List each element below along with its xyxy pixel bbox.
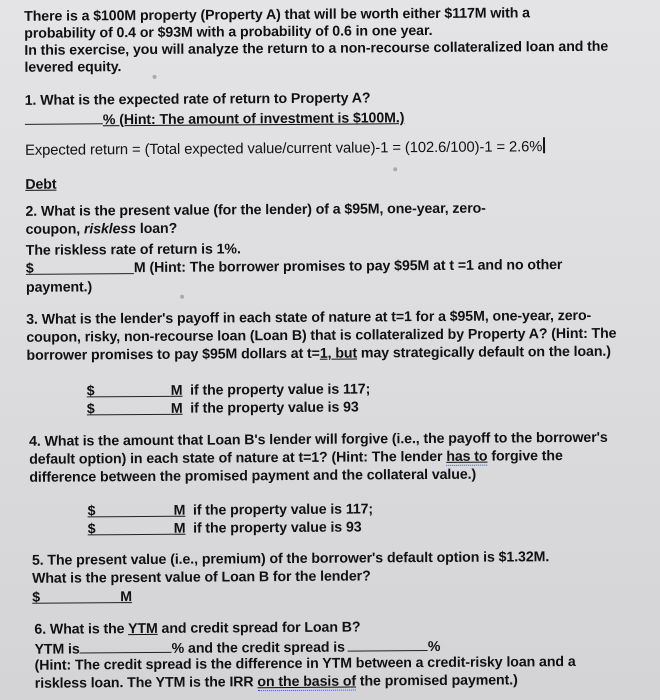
q2-line-1: 2. What is the present value (for the lender) of a $95M, one-year, zero- [25,200,486,220]
q3-row-1-text: if the property value is 117; [190,381,371,399]
q3-line-3-a: borrower promises to pay $95M dollars at t= [26,345,320,364]
q1-hint-line [25,107,405,130]
q3-row-1-m: M [170,382,183,399]
q1-answer: Expected return = (Total expected value/current value)-1 = (102.6/100)-1 = 2.6% [24,139,543,159]
q3-line-3-c: may strategically default on the loan.) [356,343,611,362]
q6-line-1-c: and credit spread for Loan B? [157,619,361,637]
q3-row-1 [87,380,371,400]
q2-line-2-end: loan? [135,220,178,238]
q2-hint-end: payment.) [25,279,93,296]
q6-line-4 [35,671,518,692]
q3-line-3 [26,343,611,365]
q2-line-2-a: coupon, [25,221,84,238]
q4-line-2-b: has to [446,448,488,465]
q6-line-2-b: % and the credit spread is [171,639,345,657]
screen-speck [153,75,157,79]
q4-blank-1[interactable] [88,502,174,518]
q6-line-4-b: on the basis of [257,673,357,691]
q4-row-2-dollar: $ [87,521,96,538]
q2-dollar: $ [25,260,34,277]
q1-question: 1. What is the expected rate of return to Property A? [24,90,371,109]
q5-line-1: 5. The present value (i.e., premium) of the borrower's default option is $1.32M. [31,549,550,569]
q5-answer-line [32,588,132,607]
q4-line-1: 4. What is the amount that Loan B's lender will forgive (i.e., the payoff to the borrower's [29,429,608,450]
text-cursor [543,137,545,153]
q6-line-2-a: YTM is [34,641,80,658]
q1-hint: % (Hint: The amount of investment is $100M.) [102,110,405,129]
q3-line-3-b: 1, but [319,345,358,362]
q6-line-1 [34,618,360,638]
debt-heading: Debt [25,176,57,193]
q4-blank-2[interactable] [88,520,174,536]
q6-ytm-blank[interactable] [80,638,172,654]
q2-line-2 [26,220,178,239]
q1-answer-blank[interactable] [25,109,103,125]
intro-line-3: In this exercise, you will analyze the return to a non-recourse collateralized loan and the [24,38,609,59]
q6-line-4-c: the promised payment.) [355,672,518,690]
q2-answer-blank[interactable] [26,259,134,275]
q3-row-1-dollar: $ [86,383,95,400]
q4-row-1-dollar: $ [87,503,96,520]
q4-line-3: difference between the promised payment and the collateral value.) [29,466,477,486]
q5-line-2: What is the present value of Loan B for the lender? [31,568,371,587]
q4-line-2 [29,447,563,469]
q5-dollar: $ [32,589,41,606]
q4-row-2-m: M [173,520,186,537]
q4-row-2-text: if the property value is 93 [193,519,362,537]
q4-row-1-text: if the property value is 117; [192,501,374,519]
q6-spread-blank[interactable] [348,636,428,652]
intro-line-1: There is a $100M property (Property A) that will be worth either $117M with a [24,5,530,25]
q4-line-2-a: default option) in each state of nature at t=1? (Hint: The lender [29,448,447,468]
q6-ytm-link: YTM [127,620,158,638]
q6-line-3: (Hint: The credit spread is the difference in YTM between a credit-risky loan and a [34,653,576,674]
q4-line-2-c: forgive the [487,448,563,465]
q4-row-1 [88,500,374,520]
intro-line-2: probability of 0.4 or $93M with a probability of 0.6 in one year. [24,22,433,42]
q6-line-4-a: riskless loan. The YTM is the IRR [34,674,258,692]
q5-answer-blank[interactable] [32,588,120,604]
q3-line-1: 3. What is the lender's payoff in each state of nature at t=1 for a $95M, one-year, zero- [26,307,592,328]
q3-blank-2[interactable] [87,400,171,416]
q2-line-2-italic: riskless [83,221,137,238]
q4-row-1-m: M [173,502,186,519]
q3-line-2: coupon, risky, non-recourse loan (Loan B) that is collateralized by Property A? (Hint: The [26,325,617,346]
q3-row-2-text: if the property value is 93 [190,399,359,417]
q3-blank-1[interactable] [87,382,171,398]
q3-row-2-dollar: $ [86,401,95,418]
intro-line-4: levered equity. [24,59,122,76]
q2-line-3: The riskless rate of return is 1%. [25,241,241,259]
q4-row-2 [88,518,362,538]
q6-line-1-a: 6. What is the [34,621,129,638]
q2-hint: M (Hint: The borrower promises to pay $95M at t =1 and no other [133,257,563,277]
q3-row-2-m: M [170,400,183,417]
q5-m: M [120,589,132,606]
q2-hint-line [26,256,563,278]
screen-speck [180,295,184,299]
q1-answer-text[interactable] [25,137,545,160]
screen-speck [393,167,397,171]
q6-line-2-c: % [427,638,441,656]
q3-row-2 [87,399,359,419]
